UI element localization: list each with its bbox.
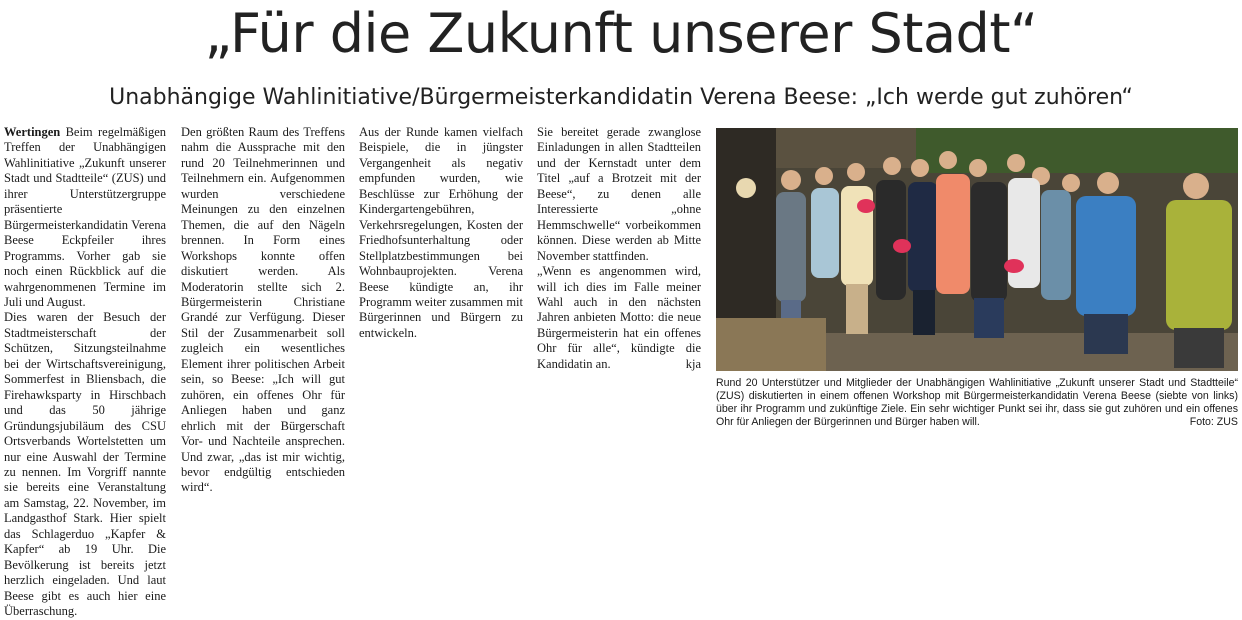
article-paragraph: Sie bereitet gerade zwanglose Einladungen in allen Stadtteilen und der Kernstadt unter dem Titel „auf a Brotzeit mit der Beese“, zu denen alle Interessierte „ohne Hemmschwelle“ vorbeikommen können. Diese werden ab Mitte November stattfinden.	[537, 125, 701, 263]
article-paragraph: Dies waren der Besuch der Stadtmeisterschaft der Schützen, Sitzungsteilnahme bei der Wirtschaftsvereinigung, Sommerfest in Bliensbach, die Firehawksparty in Hirschbach und das 50 jährige Gründungsjubiläum des CSU Ortsverbands Wortelstetten um nur eine Auswahl der Termine zu nennen. Im Vorgriff nannte sie bereits eine Veranstaltung am Samstag, 22. November, im Landgasthof Stark. Hier spielt das Schlagerduo „Kapfer & Kapfer“ ab 19 Uhr. Die Bevölkerung ist bereits jetzt herzlich eingeladen. Und laut Beese gibt es auch hier eine Überraschung.	[4, 310, 166, 619]
article-column-4	[537, 125, 701, 437]
paragraph-text: „Wenn es angenommen wird, will ich dies im Falle meiner Wahl auch in den nächsten Jahren anbieten Motto: die neue Bürgermeisterin hat ein offenes Ohr für alle“, kündigte die Kandidatin an.	[537, 264, 701, 371]
group-photo-illustration	[716, 128, 1238, 371]
byline: kja	[685, 356, 701, 371]
group-photo	[716, 128, 1238, 371]
article-flow	[4, 125, 166, 620]
plant-wall	[916, 128, 1238, 173]
paragraph-text: Beim regelmäßigen Treffen der Unabhängigen Wahlinitiative „Zukunft unserer Stadt und Stadtteile“ (ZUS) und ihrer Unterstützergruppe präsentierte Bürgermeisterkandidatin Verena Beese Eckpfeiler ihres Programms. Vorher gab sie noch einen Rückblick auf die wahrgenommenen Termine im Juli und August.	[4, 125, 167, 309]
table	[716, 318, 826, 371]
article-paragraph: Den größten Raum des Treffens nahm die Aussprache mit den rund 20 Teilnehmerinnen und Teilnehmern ein. Aufgenommen wurden verschiedene Meinungen zu den einzelnen Themen, die auf den Nägeln brennen. In Form eines Workshops konnte offen diskutiert werden. Als Moderatorin stellte sich 2. Bürgermeisterin Christiane Grandé zur Verfügung. Dieser Stil der Zusammenarbeit soll zugleich ein wesentliches Element ihrer politischen Arbeit sein, so Beese: „Ich will gut zuhören, ein offenes Ohr für Anliegen haben und ganz ehrlich mit der Bürgerschaft Vor- und Nachteile ansprechen. Und zwar, „das ist mir wichtig, bevor endgültig entschieden wird“.	[181, 125, 345, 495]
subheadline: Unabhängige Wahlinitiative/Bürgermeisterkandidatin Verena Beese: „Ich werde gut zuhören“	[109, 85, 1133, 110]
photo-credit: Foto: ZUS	[1189, 416, 1238, 428]
headline: „Für die Zukunft unserer Stadt“	[204, 2, 1038, 65]
article-flow	[359, 125, 523, 341]
article-column-3	[359, 125, 523, 437]
article-paragraph	[4, 125, 166, 310]
article-paragraph	[537, 264, 701, 372]
article-column-2	[181, 125, 345, 495]
lamp-icon	[736, 178, 756, 198]
article-paragraph: Aus der Runde kamen vielfach Beispiele, die in jüngster Vergangenheit als negativ empfunden wurden, wie Beschlüsse zur Erhöhung der Kindergartengebühren, Verkehrsregelungen, Kosten der Friedhofsunterhaltung oder Stellplatzbestimmungen bei Wohnbauprojekten. Verena Beese kündigte an, ihr Programm weiter zusammen mit Bürgerinnen und Bürgern zu entwickeln.	[359, 125, 523, 340]
photo-caption	[716, 377, 1238, 437]
article-flow	[537, 125, 701, 372]
article-column-1	[4, 125, 167, 619]
caption-text: Rund 20 Unterstützer und Mitglieder der Unabhängigen Wahlinitiative „Zukunft unserer Stadt und Stadtteile“ (ZUS) diskutierten in einem offenen Workshop mit Bürgermeisterkandidatin Verena Beese (siebte von links) über ihr Programm und zukünftige Ziele. Ein sehr wichtiger Punkt sei ihr, dass sie gut zuhören und ein offenes Ohr für Anliegen der Bürgerinnen und Bürger haben will.	[716, 377, 1238, 428]
dateline: Wertingen	[4, 125, 61, 139]
article-flow	[181, 125, 345, 496]
